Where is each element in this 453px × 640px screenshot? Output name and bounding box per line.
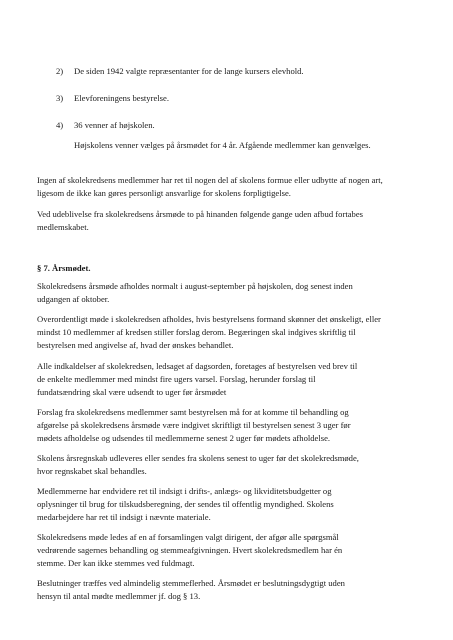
list-text: De siden 1942 valgte repræsentanter for de lange kursers elevhold. — [74, 66, 304, 76]
text-line: vedrørende sagernes behandling og stemmeafgivningen. Hvert skolekredsmedlem har én — [37, 545, 343, 555]
text-line: hvor regnskabet skal behandles. — [37, 466, 147, 476]
text-line: Beslutninger træffes ved almindelig stemmeflerhed. Årsmødet er beslutningsdygtigt uden — [37, 578, 345, 588]
text-line: afgørelse på skolekredsens årsmøde være indgivet skriftligt til bestyrelsen senest 3 uger før — [37, 420, 351, 430]
text-line: Ingen af skolekredsens medlemmer har ret til nogen del af skolens formue eller udbytte af nogen art, — [37, 175, 383, 185]
list-item — [56, 119, 426, 132]
list-item — [56, 65, 426, 78]
list-number: 2) — [56, 66, 64, 76]
paragraph — [37, 360, 427, 399]
paragraph — [37, 577, 427, 603]
paragraph — [37, 452, 427, 478]
text-line: Skolekredsens møde ledes af en af forsamlingen valgt dirigent, der afgør alle spørgsmål — [37, 532, 339, 542]
text-line: Skolens årsregnskab udleveres eller sendes fra skolens senest to uger før det skolekredsmøde, — [37, 453, 359, 463]
list-item — [56, 92, 426, 105]
text-line: hensyn til antal mødte medlemmer jf. dog § 13. — [37, 591, 201, 601]
text-line: mødets afholdelse og udsendes til medlemmerne senest 2 uger før mødets afholdelse. — [37, 433, 331, 443]
list-note: Højskolens venner vælges på årsmødet for 4 år. Afgående medlemmer kan genvælges. — [74, 140, 371, 150]
text-line: de enkelte medlemmer med mindst fire ugers varsel. Forslag, herunder forslag til — [37, 374, 316, 384]
paragraph-absence — [37, 208, 427, 234]
paragraph-liability — [37, 174, 427, 200]
paragraph — [37, 313, 427, 352]
list-text: 36 venner af højskolen. — [74, 120, 155, 130]
paragraph — [37, 406, 427, 445]
text-line: mindst 10 medlemmer af kredsen stiller forslag derom. Begæringen skal indgives skriftlig til — [37, 327, 356, 337]
paragraph — [37, 485, 427, 524]
list-number: 4) — [56, 120, 64, 130]
list-text: Elevforeningens bestyrelse. — [74, 93, 169, 103]
text-line: Skolekredsens årsmøde afholdes normalt i august-september på højskolen, dog senest inden — [37, 281, 353, 291]
text-line: Forslag fra skolekredsens medlemmer samt bestyrelsen må for at komme til behandling og — [37, 407, 349, 417]
text-line: oplysninger til brug for tilskudsberegning, der sendes til offentlig myndighed. Skolens — [37, 499, 334, 509]
text-line: ligesom de ikke kan gøres personligt ansvarlige for skolens forpligtigelse. — [37, 188, 291, 198]
section-heading: § 7. Årsmødet. — [37, 263, 91, 273]
text-line: Ved udeblivelse fra skolekredsens årsmøde to på hinanden følgende gange uden afbud fortabes — [37, 209, 363, 219]
paragraph — [37, 531, 427, 570]
text-line: Overordentligt møde i skolekredsen afholdes, hvis bestyrelsens formand skønner det ønskeligt, eller — [37, 314, 381, 324]
text-line: fundatsændring skal være udsendt to uger før årsmødet — [37, 387, 227, 397]
text-line: Medlemmerne har endvidere ret til indsigt i drifts-, anlægs- og likviditetsbudgetter og — [37, 486, 332, 496]
paragraph — [37, 280, 427, 306]
text-line: udgangen af oktober. — [37, 294, 110, 304]
text-line: stemme. Der kan ikke stemmes ved fuldmagt. — [37, 558, 195, 568]
list-number: 3) — [56, 93, 64, 103]
text-line: bestyrelsen med angivelse af, hvad der ønskes behandlet. — [37, 340, 234, 350]
text-line: medarbejdere har ret til indsigt i nævnte materiale. — [37, 512, 211, 522]
text-line: medlemskabet. — [37, 222, 89, 232]
text-line: Alle indkaldelser af skolekredsen, ledsaget af dagsorden, foretages af bestyrelsen ved brev til — [37, 361, 358, 371]
